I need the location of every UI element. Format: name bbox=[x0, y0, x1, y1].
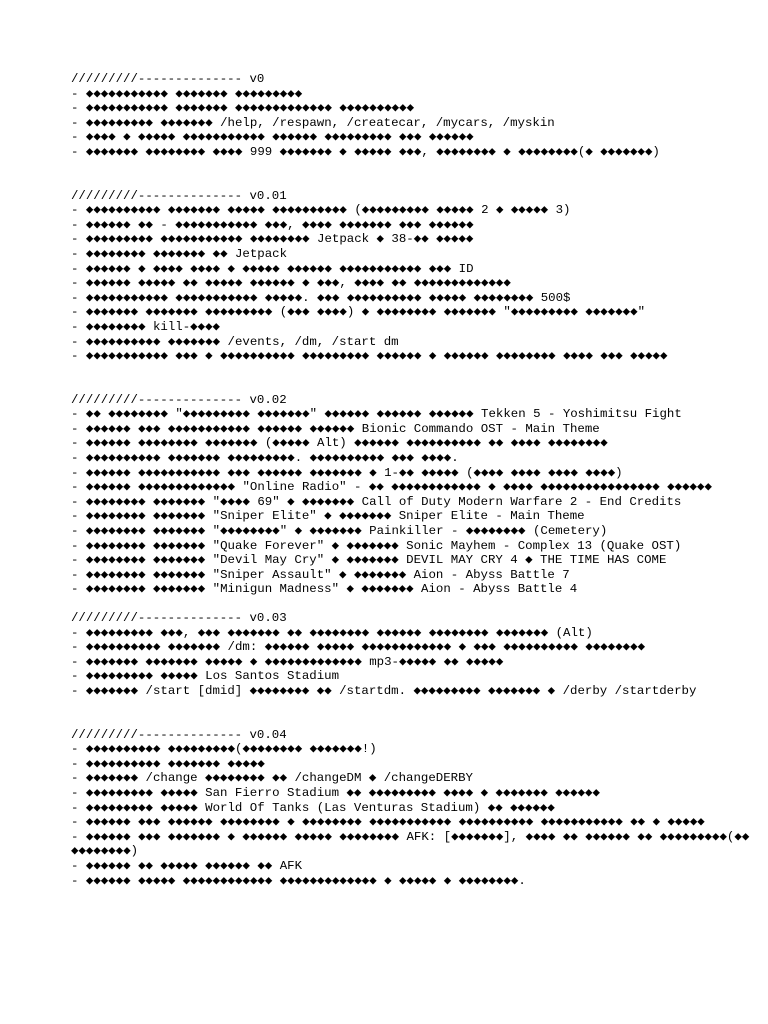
changelog-entry: - ◆◆◆◆◆◆ ◆◆◆◆◆◆◆◆◆◆◆ ◆◆◆ ◆◆◆◆◆◆ ◆◆◆◆◆◆◆ ◆ 1-◆◆ ◆◆◆◆◆ (◆◆◆◆ ◆◆◆◆ ◆◆◆◆ ◆◆◆◆) bbox=[71, 465, 623, 480]
changelog-entry: - ◆◆◆◆◆◆◆ /change ◆◆◆◆◆◆◆◆ ◆◆ /changeDM ◆ /changeDERBY bbox=[71, 771, 473, 786]
changelog-entry: - ◆◆◆◆◆◆◆◆ ◆◆◆◆◆◆◆ "Quake Forever" ◆ ◆◆◆◆◆◆◆ Sonic Mayhem - Complex 13 (Quake OST) bbox=[71, 538, 682, 553]
changelog-entry: - ◆◆◆◆◆◆◆◆◆◆◆ ◆◆◆◆◆◆◆ ◆◆◆◆◆◆◆◆◆ bbox=[71, 86, 303, 101]
changelog-entry: - ◆◆◆◆◆◆◆◆◆◆ ◆◆◆◆◆◆◆ /events, /dm, /start dm bbox=[71, 334, 399, 349]
changelog-entry: - ◆◆◆◆◆◆◆◆ ◆◆◆◆◆◆◆ "◆◆◆◆ 69" ◆ ◆◆◆◆◆◆◆ Call of Duty Modern Warfare 2 - End Credits bbox=[71, 494, 682, 509]
changelog-section bbox=[71, 611, 761, 699]
changelog-entry: - ◆◆◆◆◆◆ ◆◆◆◆◆ ◆◆ ◆◆◆◆◆ ◆◆◆◆◆◆ ◆ ◆◆◆, ◆◆◆◆ ◆◆ ◆◆◆◆◆◆◆◆◆◆◆◆◆ bbox=[71, 276, 511, 291]
changelog-entry: - ◆◆◆◆◆◆◆◆◆ ◆◆◆◆◆◆◆◆◆◆◆ ◆◆◆◆◆◆◆◆ Jetpack ◆ 38-◆◆ ◆◆◆◆◆ bbox=[71, 232, 474, 247]
version-header: /////////-------------- v0.04 bbox=[71, 727, 287, 742]
changelog-entry: - ◆◆ ◆◆◆◆◆◆◆◆ "◆◆◆◆◆◆◆◆◆ ◆◆◆◆◆◆◆" ◆◆◆◆◆◆ ◆◆◆◆◆◆ ◆◆◆◆◆◆ Tekken 5 - Yoshimitsu Fight bbox=[71, 407, 682, 422]
changelog-entry: - ◆◆◆◆◆◆◆◆◆◆ ◆◆◆◆◆◆◆ ◆◆◆◆◆◆◆◆◆. ◆◆◆◆◆◆◆◆◆◆ ◆◆◆ ◆◆◆◆. bbox=[71, 451, 459, 466]
changelog-entry: - ◆◆◆◆◆◆◆◆ ◆◆◆◆◆◆◆ "Sniper Assault" ◆ ◆◆◆◆◆◆◆ Aion - Abyss Battle 7 bbox=[71, 567, 570, 582]
changelog-entry: - ◆◆◆◆◆◆◆ /start [dmid] ◆◆◆◆◆◆◆◆ ◆◆ /startdm. ◆◆◆◆◆◆◆◆◆ ◆◆◆◆◆◆◆ ◆ /derby /startderby bbox=[71, 683, 697, 698]
changelog-section bbox=[71, 393, 761, 597]
changelog-entry: - ◆◆◆◆◆◆◆◆◆◆◆ ◆◆◆◆◆◆◆◆◆◆◆ ◆◆◆◆◆. ◆◆◆ ◆◆◆◆◆◆◆◆◆◆ ◆◆◆◆◆ ◆◆◆◆◆◆◆◆ 500$ bbox=[71, 290, 571, 305]
changelog-entry: - ◆◆◆◆◆◆◆◆ ◆◆◆◆◆◆◆ ◆◆ Jetpack bbox=[71, 246, 288, 261]
changelog-entry: - ◆◆◆◆◆◆◆◆◆ ◆◆◆◆◆ Los Santos Stadium bbox=[71, 669, 340, 684]
changelog-entry: - ◆◆◆◆◆◆ ◆◆◆◆◆ ◆◆◆◆◆◆◆◆◆◆◆◆ ◆◆◆◆◆◆◆◆◆◆◆◆◆ ◆ ◆◆◆◆◆ ◆ ◆◆◆◆◆◆◆◆. bbox=[71, 873, 526, 888]
changelog-entry: - ◆◆◆◆◆◆◆◆◆◆◆ ◆◆◆ ◆ ◆◆◆◆◆◆◆◆◆◆ ◆◆◆◆◆◆◆◆◆ ◆◆◆◆◆◆ ◆ ◆◆◆◆◆◆ ◆◆◆◆◆◆◆◆ ◆◆◆◆ ◆◆◆ ◆◆◆◆◆ bbox=[71, 349, 668, 364]
changelog-section bbox=[71, 189, 761, 364]
changelog-entry: - ◆◆◆◆◆◆◆ ◆◆◆◆◆◆◆ ◆◆◆◆◆◆◆◆◆ (◆◆◆ ◆◆◆◆) ◆ ◆◆◆◆◆◆◆◆ ◆◆◆◆◆◆◆ "◆◆◆◆◆◆◆◆◆ ◆◆◆◆◆◆◆" bbox=[71, 305, 646, 320]
changelog-entry: - ◆◆◆◆◆◆◆◆ kill-◆◆◆◆ bbox=[71, 319, 221, 334]
changelog-entry: - ◆◆◆◆ ◆ ◆◆◆◆◆ ◆◆◆◆◆◆◆◆◆◆◆ ◆◆◆◆◆◆ ◆◆◆◆◆◆◆◆◆ ◆◆◆ ◆◆◆◆◆◆ bbox=[71, 130, 474, 145]
changelog-entry: - ◆◆◆◆◆◆◆ ◆◆◆◆◆◆◆◆ ◆◆◆◆ 999 ◆◆◆◆◆◆◆ ◆ ◆◆◆◆◆ ◆◆◆, ◆◆◆◆◆◆◆◆ ◆ ◆◆◆◆◆◆◆◆(◆ ◆◆◆◆◆◆◆) bbox=[71, 144, 660, 159]
changelog-entry: - ◆◆◆◆◆◆ ◆ ◆◆◆◆ ◆◆◆◆ ◆ ◆◆◆◆◆ ◆◆◆◆◆◆ ◆◆◆◆◆◆◆◆◆◆◆ ◆◆◆ ID bbox=[71, 261, 474, 276]
changelog-entry: - ◆◆◆◆◆◆◆◆◆◆ ◆◆◆◆◆◆◆ ◆◆◆◆◆ bbox=[71, 756, 265, 771]
changelog-entry: - ◆◆◆◆◆◆◆ ◆◆◆◆◆◆◆ ◆◆◆◆◆ ◆ ◆◆◆◆◆◆◆◆◆◆◆◆◆ mp3-◆◆◆◆◆ ◆◆ ◆◆◆◆◆ bbox=[71, 654, 504, 669]
changelog-entry: - ◆◆◆◆◆◆◆◆◆ ◆◆◆◆◆◆◆ /help, /respawn, /createcar, /mycars, /myskin bbox=[71, 115, 555, 130]
version-header: /////////-------------- v0.01 bbox=[71, 188, 287, 203]
changelog-entry: - ◆◆◆◆◆◆◆◆ ◆◆◆◆◆◆◆ "Devil May Cry" ◆ ◆◆◆◆◆◆◆ DEVIL MAY CRY 4 ◆ THE TIME HAS COME bbox=[71, 553, 667, 568]
changelog-entry: - ◆◆◆◆◆◆ ◆◆◆ ◆◆◆◆◆◆ ◆◆◆◆◆◆◆◆ ◆ ◆◆◆◆◆◆◆◆ ◆◆◆◆◆◆◆◆◆◆◆ ◆◆◆◆◆◆◆◆◆◆ ◆◆◆◆◆◆◆◆◆◆◆ ◆◆ ◆ ◆◆◆◆◆ bbox=[71, 815, 705, 830]
changelog-section bbox=[71, 72, 761, 160]
changelog-entry: - ◆◆◆◆◆◆◆◆◆◆ ◆◆◆◆◆◆◆◆◆(◆◆◆◆◆◆◆◆ ◆◆◆◆◆◆◆!) bbox=[71, 742, 377, 757]
version-header: /////////-------------- v0.03 bbox=[71, 611, 287, 625]
changelog-entry: - ◆◆◆◆◆◆◆◆◆ ◆◆◆, ◆◆◆ ◆◆◆◆◆◆◆ ◆◆ ◆◆◆◆◆◆◆◆ ◆◆◆◆◆◆ ◆◆◆◆◆◆◆◆ ◆◆◆◆◆◆◆ (Alt) bbox=[71, 625, 593, 640]
changelog-entry: - ◆◆◆◆◆◆◆◆◆ ◆◆◆◆◆ World Of Tanks (Las Venturas Stadium) ◆◆ ◆◆◆◆◆◆ bbox=[71, 800, 555, 815]
changelog-entry: - ◆◆◆◆◆◆ ◆◆◆ ◆◆◆◆◆◆◆ ◆ ◆◆◆◆◆◆ ◆◆◆◆◆ ◆◆◆◆◆◆◆◆ AFK: [◆◆◆◆◆◆◆], ◆◆◆◆ ◆◆ ◆◆◆◆◆◆ ◆◆ ◆◆◆◆◆◆◆◆◆(◆◆ ◆◆◆◆◆◆◆◆) bbox=[71, 829, 757, 859]
version-header: /////////-------------- v0 bbox=[71, 72, 265, 86]
section-spacer bbox=[71, 160, 761, 189]
changelog-entry: - ◆◆◆◆◆◆ ◆◆ - ◆◆◆◆◆◆◆◆◆◆◆ ◆◆◆, ◆◆◆◆ ◆◆◆◆◆◆◆ ◆◆◆ ◆◆◆◆◆◆ bbox=[71, 217, 474, 232]
section-spacer bbox=[71, 699, 761, 728]
section-spacer bbox=[71, 364, 761, 393]
changelog-entry: - ◆◆◆◆◆◆ ◆◆◆ ◆◆◆◆◆◆◆◆◆◆◆ ◆◆◆◆◆◆ ◆◆◆◆◆◆ Bionic Commando OST - Main Theme bbox=[71, 421, 600, 436]
changelog-entry: - ◆◆◆◆◆◆◆◆ ◆◆◆◆◆◆◆ "◆◆◆◆◆◆◆◆" ◆ ◆◆◆◆◆◆◆ Painkiller - ◆◆◆◆◆◆◆◆ (Cemetery) bbox=[71, 524, 608, 539]
changelog-entry: - ◆◆◆◆◆◆◆◆ ◆◆◆◆◆◆◆ "Minigun Madness" ◆ ◆◆◆◆◆◆◆ Aion - Abyss Battle 4 bbox=[71, 582, 578, 597]
changelog-section bbox=[71, 728, 761, 889]
changelog-entry: - ◆◆◆◆◆◆◆◆◆◆ ◆◆◆◆◆◆◆ ◆◆◆◆◆ ◆◆◆◆◆◆◆◆◆◆ (◆◆◆◆◆◆◆◆◆ ◆◆◆◆◆ 2 ◆ ◆◆◆◆◆ 3) bbox=[71, 203, 571, 218]
changelog-entry: - ◆◆◆◆◆◆◆◆◆ ◆◆◆◆◆ San Fierro Stadium ◆◆ ◆◆◆◆◆◆◆◆◆ ◆◆◆◆ ◆ ◆◆◆◆◆◆◆ ◆◆◆◆◆◆ bbox=[71, 785, 600, 800]
changelog-entry: - ◆◆◆◆◆◆ ◆◆ ◆◆◆◆◆ ◆◆◆◆◆◆ ◆◆ AFK bbox=[71, 858, 303, 873]
changelog-entry: - ◆◆◆◆◆◆◆◆◆◆◆ ◆◆◆◆◆◆◆ ◆◆◆◆◆◆◆◆◆◆◆◆◆ ◆◆◆◆◆◆◆◆◆◆ bbox=[71, 101, 415, 116]
changelog-entry: - ◆◆◆◆◆◆ ◆◆◆◆◆◆◆◆ ◆◆◆◆◆◆◆ (◆◆◆◆◆ Alt) ◆◆◆◆◆◆ ◆◆◆◆◆◆◆◆◆◆ ◆◆ ◆◆◆◆ ◆◆◆◆◆◆◆◆ bbox=[71, 436, 608, 451]
changelog-entry: - ◆◆◆◆◆◆ ◆◆◆◆◆◆◆◆◆◆◆◆◆ "Online Radio" - ◆◆ ◆◆◆◆◆◆◆◆◆◆◆◆ ◆ ◆◆◆◆ ◆◆◆◆◆◆◆◆◆◆◆◆◆◆◆◆ ◆◆◆◆◆◆ bbox=[71, 480, 712, 495]
section-spacer bbox=[71, 597, 761, 611]
changelog-entry: - ◆◆◆◆◆◆◆◆◆◆ ◆◆◆◆◆◆◆ /dm: ◆◆◆◆◆◆ ◆◆◆◆◆ ◆◆◆◆◆◆◆◆◆◆◆◆ ◆ ◆◆◆ ◆◆◆◆◆◆◆◆◆◆ ◆◆◆◆◆◆◆◆ bbox=[71, 640, 646, 655]
changelog-entry: - ◆◆◆◆◆◆◆◆ ◆◆◆◆◆◆◆ "Sniper Elite" ◆ ◆◆◆◆◆◆◆ Sniper Elite - Main Theme bbox=[71, 509, 585, 524]
version-header: /////////-------------- v0.02 bbox=[71, 392, 287, 407]
changelog-document bbox=[71, 72, 761, 888]
